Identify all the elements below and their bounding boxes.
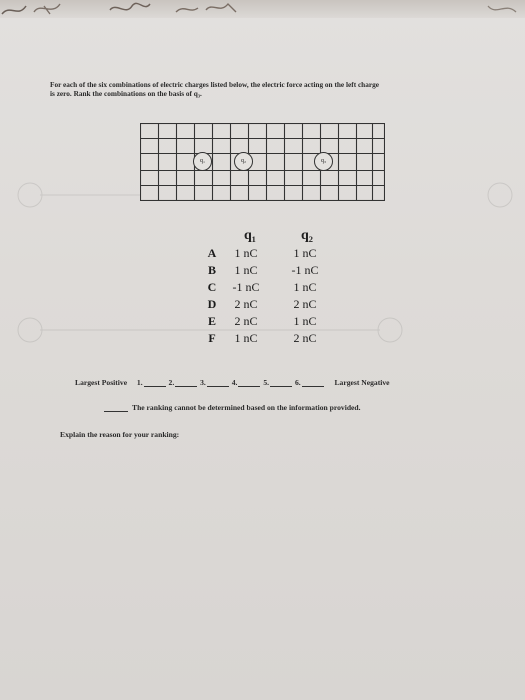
rank-slot-3-label: 3. xyxy=(200,378,206,387)
rank-slot-6-blank[interactable] xyxy=(302,379,324,387)
q2-value: 1 nC xyxy=(293,314,317,328)
row-label: F xyxy=(208,331,216,345)
rank-slot-4-blank[interactable] xyxy=(238,379,260,387)
row-label: E xyxy=(207,314,216,328)
prompt-line-2: is zero. Rank the combinations on the basis of q₃. xyxy=(50,89,202,98)
rank-slot-1-label: 1. xyxy=(136,378,143,387)
largest-negative-label: Largest Negative xyxy=(334,378,390,387)
q1-value: 1 nC xyxy=(234,263,258,277)
rank-slot-6-label: 6. xyxy=(294,378,301,387)
charge-q2: q₂ xyxy=(234,152,253,171)
q2-value: 1 nC xyxy=(293,246,317,260)
rank-slot-1-blank[interactable] xyxy=(144,379,166,387)
largest-positive-label: Largest Positive xyxy=(75,378,128,387)
q1-value: 1 nC xyxy=(234,331,258,345)
q2-value: 2 nC xyxy=(293,297,317,311)
q2-value: 1 nC xyxy=(293,280,317,294)
rank-slot-4-label: 4. xyxy=(231,378,238,387)
rank-slot-5-label: 5. xyxy=(263,378,270,387)
charge-q1: q₁ xyxy=(193,152,212,171)
undetermined-option xyxy=(104,403,361,412)
ranking-line xyxy=(75,378,495,387)
undetermined-blank[interactable] xyxy=(104,404,128,412)
question-prompt xyxy=(50,80,480,98)
rank-slot-3-blank[interactable] xyxy=(207,379,229,387)
q2-value: -1 nC xyxy=(291,263,319,277)
explain-prompt: Explain the reason for your ranking: xyxy=(60,430,180,439)
row-label: A xyxy=(207,246,217,260)
rank-slot-5-blank[interactable] xyxy=(270,379,292,387)
table-header-q2: q₂ xyxy=(301,228,313,243)
rank-slot-2-blank[interactable] xyxy=(175,379,197,387)
row-label: B xyxy=(207,263,216,277)
row-label: C xyxy=(207,280,217,294)
q1-value: 1 nC xyxy=(234,246,258,260)
charge-q3: q₃ xyxy=(314,152,333,171)
rank-slot-2-label: 2. xyxy=(168,378,175,387)
q1-value: 2 nC xyxy=(234,314,258,328)
undetermined-text: The ranking cannot be determined based on the information provided. xyxy=(132,403,361,412)
q1-value: 2 nC xyxy=(234,297,258,311)
charge-grid xyxy=(140,123,385,201)
table-header-q1: q₁ xyxy=(244,228,256,243)
q1-value: -1 nC xyxy=(232,280,260,294)
row-label: D xyxy=(207,297,217,311)
prompt-line-1: For each of the six combinations of electric charges listed below, the electric force acting on the left charge xyxy=(50,80,380,89)
q2-value: 2 nC xyxy=(293,331,317,345)
